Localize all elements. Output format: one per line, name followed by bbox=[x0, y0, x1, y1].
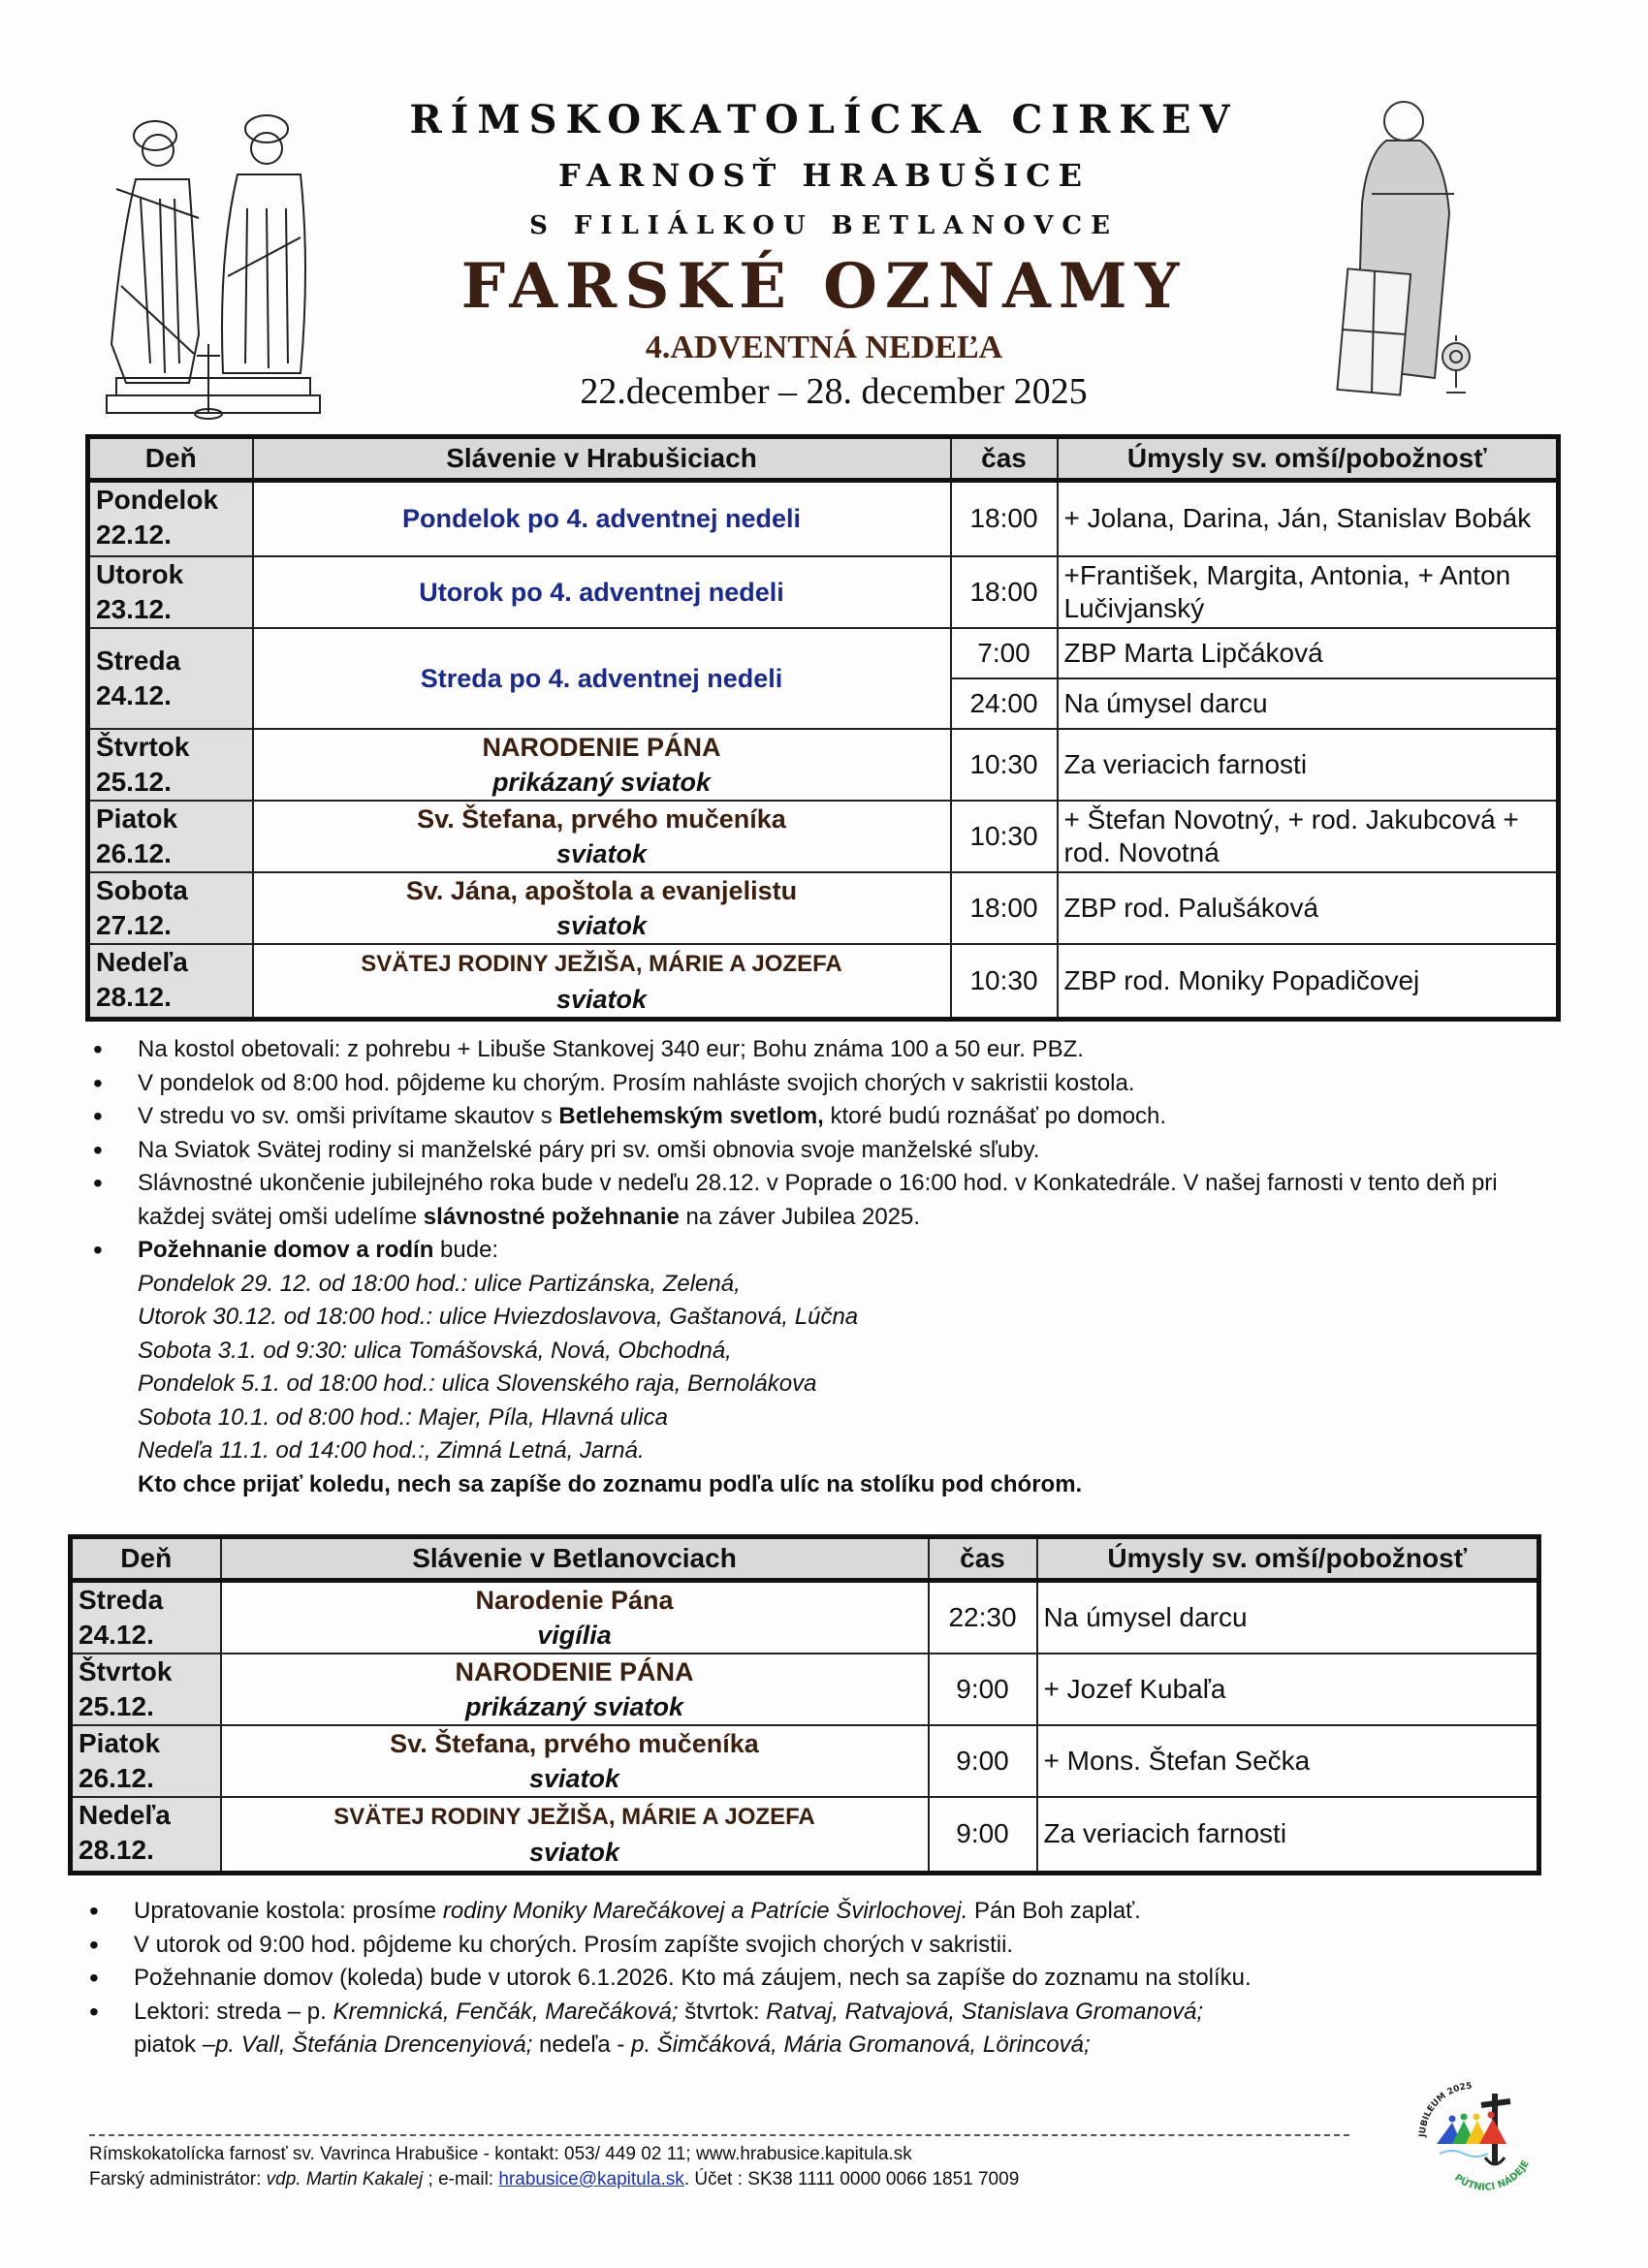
day-name: Piatok bbox=[96, 803, 178, 834]
day-date: 28.12. bbox=[96, 981, 172, 1012]
intention-cell: Na úmysel darcu bbox=[1058, 678, 1559, 729]
announcement-item: • V pondelok od 8:00 hod. pôjdeme ku chorým. Prosím nahláste svojich chorých v sakristii kostola. bbox=[89, 1067, 1563, 1101]
celebration-cell bbox=[253, 801, 951, 872]
table-row bbox=[88, 944, 1559, 1020]
intention-cell: ZBP rod. Palušáková bbox=[1058, 872, 1559, 944]
day-date: 27.12. bbox=[96, 909, 172, 940]
day-date: 28.12. bbox=[79, 1835, 154, 1865]
celebration-cell: Utorok po 4. adventnej nedeli bbox=[253, 556, 951, 628]
blessing-schedule-item: Sobota 3.1. od 9:30: ulica Tomášovská, Nová, Obchodná, bbox=[138, 1337, 732, 1364]
time-cell: 10:30 bbox=[951, 801, 1058, 872]
day-cell bbox=[88, 481, 253, 556]
announcement-item bbox=[85, 1895, 1559, 1929]
intention-cell: + Mons. Štefan Sečka bbox=[1037, 1725, 1539, 1797]
announcement-item: • Na kostol obetovali: z pohrebu + Libuše Stankovej 340 eur; Bohu známa 100 a 50 eur. PBZ. bbox=[89, 1033, 1563, 1067]
table-row bbox=[71, 1725, 1539, 1797]
intention-cell: +František, Margita, Antonia, + Anton Lučivjanský bbox=[1058, 556, 1559, 628]
celebration-cell: Pondelok po 4. adventnej nedeli bbox=[253, 481, 951, 556]
table-row bbox=[88, 556, 1559, 628]
day-cell bbox=[88, 801, 253, 872]
time-cell: 10:30 bbox=[951, 944, 1058, 1020]
text-segment: Lektori: streda – p. bbox=[134, 1998, 333, 2025]
celebration-title: Sv. Štefana, prvého mučeníka bbox=[417, 803, 786, 834]
announcement-item bbox=[89, 1167, 1563, 1234]
day-name: Sobota bbox=[96, 874, 188, 905]
celebration-cell bbox=[253, 944, 951, 1020]
celebration-rank: sviatok bbox=[528, 1764, 620, 1793]
day-cell bbox=[71, 1797, 221, 1873]
celebration-rank: sviatok bbox=[555, 838, 648, 868]
day-date: 24.12. bbox=[96, 679, 172, 710]
admin-name: vdp. Martin Kakalej bbox=[266, 2169, 424, 2189]
day-cell bbox=[88, 628, 253, 729]
footer-admin-line bbox=[89, 2167, 1019, 2192]
footer-divider bbox=[89, 2134, 1349, 2136]
col-header-intentions: Úmysly sv. omší/pobožnosť bbox=[1037, 1537, 1539, 1581]
day-cell bbox=[71, 1654, 221, 1725]
day-date: 25.12. bbox=[79, 1691, 154, 1721]
day-name: Nedeľa bbox=[96, 946, 188, 977]
col-header-day: Deň bbox=[71, 1537, 221, 1581]
time-cell: 22:30 bbox=[929, 1581, 1037, 1654]
announcement-item: • V utorok od 9:00 hod. pôjdeme ku chorých. Prosím zapíšte svojich chorých v sakristii. bbox=[85, 1929, 1559, 1963]
time-cell: 10:30 bbox=[951, 729, 1058, 801]
time-cell: 9:00 bbox=[929, 1654, 1037, 1725]
table-row bbox=[71, 1581, 1539, 1654]
text-segment: Upratovanie kostola: prosíme bbox=[134, 1898, 443, 1924]
text-italic: Kremnická, Fenčák, Marečáková; bbox=[333, 1998, 679, 2025]
blessing-schedule-item: Pondelok 29. 12. od 18:00 hod.: ulice Partizánska, Zelená, bbox=[138, 1270, 741, 1297]
jubilee-logo-icon bbox=[1406, 2064, 1551, 2200]
time-cell: 24:00 bbox=[951, 678, 1058, 729]
day-name: Utorok bbox=[96, 558, 184, 589]
day-date: 26.12. bbox=[96, 837, 172, 868]
celebration-title: SVÄTEJ RODINY JEŽIŠA, MÁRIE A JOZEFA bbox=[361, 950, 842, 977]
text-segment: bude: bbox=[433, 1237, 499, 1263]
day-date: 22.12. bbox=[96, 520, 172, 550]
celebration-title: SVÄTEJ RODINY JEŽIŠA, MÁRIE A JOZEFA bbox=[333, 1804, 815, 1831]
date-range: 22.december – 28. december 2025 bbox=[580, 371, 1088, 412]
time-cell: 9:00 bbox=[929, 1725, 1037, 1797]
email-link[interactable]: hrabusice@kapitula.sk bbox=[498, 2169, 684, 2189]
col-header-celebration: Slávenie v Betlanovciach bbox=[221, 1537, 929, 1581]
day-cell bbox=[88, 944, 253, 1020]
announcement-item bbox=[89, 1234, 1563, 1268]
celebration-cell bbox=[221, 1797, 929, 1873]
text-segment: Slávnostné ukončenie jubilejného roka bude v nedeľu 28.12. v Poprade o 16:00 hod. v Konkatedrále. V našej farnosti v tento deň pri každej svätej omši udelíme bbox=[138, 1170, 1498, 1230]
announcements-betlanovce bbox=[85, 1895, 1559, 2063]
intention-cell: + Jozef Kubaľa bbox=[1037, 1654, 1539, 1725]
celebration-cell: Streda po 4. adventnej nedeli bbox=[253, 628, 951, 729]
celebration-title: Sv. Jána, apoštola a evanjelistu bbox=[405, 875, 798, 905]
parish-name: FARNOSŤ HRABUŠICE bbox=[558, 157, 1090, 194]
celebration-rank: prikázaný sviatok bbox=[491, 767, 712, 797]
celebration-title: NARODENIE PÁNA bbox=[482, 732, 721, 762]
celebration-rank: prikázaný sviatok bbox=[464, 1692, 684, 1721]
announcement-item bbox=[85, 1996, 1559, 2063]
celebration-rank: sviatok bbox=[555, 910, 648, 940]
announcement-item: • Požehnanie domov (koleda) bude v utorok 6.1.2026. Kto má záujem, nech sa zapíše do zoznamu na stolíku. bbox=[85, 1962, 1559, 1996]
day-cell bbox=[88, 729, 253, 801]
col-header-intentions: Úmysly sv. omší/pobožnosť bbox=[1058, 437, 1559, 481]
day-cell bbox=[88, 872, 253, 944]
day-name: Streda bbox=[79, 1585, 164, 1615]
table-row bbox=[71, 1797, 1539, 1873]
text-italic: p. Šimčáková, Mária Gromanová, Lörincová; bbox=[631, 2032, 1091, 2058]
day-cell bbox=[71, 1725, 221, 1797]
announcement-item: • Na Sviatok Svätej rodiny si manželské páry pri sv. omši obnovia svoje manželské sľuby. bbox=[89, 1134, 1563, 1168]
day-name: Štvrtok bbox=[79, 1656, 173, 1686]
col-header-day: Deň bbox=[88, 437, 253, 481]
table-row bbox=[88, 481, 1559, 556]
col-header-time: čas bbox=[951, 437, 1058, 481]
time-cell: 18:00 bbox=[951, 872, 1058, 944]
day-name: Štvrtok bbox=[96, 731, 190, 762]
table-row bbox=[88, 628, 1559, 678]
text-italic: Ratvaj, Ratvajová, Stanislava Gromanová; bbox=[766, 1998, 1204, 2025]
logo-bottom-text: PÚTNICI NÁDEJE bbox=[1452, 2158, 1532, 2193]
footer bbox=[89, 2142, 1019, 2192]
col-header-celebration: Slávenie v Hrabušiciach bbox=[253, 437, 951, 481]
intention-cell: + Štefan Novotný, + rod. Jakubcová + rod. Novotná bbox=[1058, 801, 1559, 872]
day-date: 23.12. bbox=[96, 593, 172, 624]
announcement-item bbox=[89, 1100, 1563, 1134]
text-segment: štvrtok: bbox=[678, 1998, 767, 2025]
day-cell bbox=[71, 1581, 221, 1654]
celebration-cell bbox=[221, 1654, 929, 1725]
text-bold: Požehnanie domov a rodín bbox=[138, 1237, 434, 1263]
page-subtitle: 4.ADVENTNÁ NEDEĽA bbox=[645, 330, 1003, 365]
text-italic: rodiny Moniky Marečákovej a Patrície Švirlochovej. bbox=[442, 1898, 968, 1924]
celebration-title: NARODENIE PÁNA bbox=[455, 1657, 694, 1686]
bank-account: . Účet : SK38 1111 0000 0066 1851 7009 bbox=[683, 2169, 1020, 2189]
text-segment: na záver Jubilea 2025. bbox=[679, 1203, 921, 1230]
time-cell: 9:00 bbox=[929, 1797, 1037, 1873]
intention-cell: Na úmysel darcu bbox=[1037, 1581, 1539, 1654]
time-cell: 18:00 bbox=[951, 481, 1058, 556]
table-row bbox=[71, 1654, 1539, 1725]
table-row bbox=[88, 801, 1559, 872]
intention-cell: ZBP rod. Moniky Popadičovej bbox=[1058, 944, 1559, 1020]
day-cell bbox=[88, 556, 253, 628]
blessing-schedule-item: Pondelok 5.1. od 18:00 hod.: ulica Slovenského raja, Bernolákova bbox=[138, 1370, 817, 1397]
day-name: Streda bbox=[96, 645, 181, 676]
celebration-cell bbox=[253, 729, 951, 801]
table-row bbox=[88, 729, 1559, 801]
blessing-schedule-item: Utorok 30.12. od 18:00 hod.: ulice Hviezdoslavova, Gaštanová, Lúčna bbox=[138, 1304, 859, 1330]
day-name: Pondelok bbox=[96, 485, 219, 515]
celebration-rank: sviatok bbox=[528, 1838, 620, 1868]
time-cell: 18:00 bbox=[951, 556, 1058, 628]
celebration-title: Narodenie Pána bbox=[475, 1586, 674, 1615]
day-name: Piatok bbox=[79, 1728, 161, 1758]
celebration-rank: vigília bbox=[537, 1621, 612, 1650]
text-italic: p. Vall, Štefánia Drencenyiová; bbox=[215, 2032, 533, 2058]
text-segment: piatok – bbox=[134, 2032, 216, 2058]
intention-cell: ZBP Marta Lipčáková bbox=[1058, 628, 1559, 678]
intention-cell: + Jolana, Darina, Ján, Stanislav Bobák bbox=[1058, 481, 1559, 556]
celebration-cell bbox=[221, 1581, 929, 1654]
intention-cell: Za veriacich farnosti bbox=[1058, 729, 1559, 801]
filial-name: S FILIÁLKOU BETLANOVCE bbox=[529, 211, 1119, 240]
day-date: 24.12. bbox=[79, 1620, 154, 1650]
text-segment: V stredu vo sv. omši privítame skautov s bbox=[138, 1103, 559, 1129]
table-header-row bbox=[71, 1537, 1539, 1581]
celebration-rank: sviatok bbox=[555, 984, 648, 1014]
day-date: 25.12. bbox=[96, 766, 172, 797]
blessing-schedule-item: Nedeľa 11.1. od 14:00 hod.:, Zimná Letná, Jarná. bbox=[138, 1437, 645, 1464]
text-segment: ktoré budú roznášať po domoch. bbox=[823, 1103, 1167, 1129]
koleda-signup-note: Kto chce prijať koledu, nech sa zapíše do zoznamu podľa ulíc na stolíku pod chórom. bbox=[138, 1470, 1083, 1497]
intention-cell: Za veriacich farnosti bbox=[1037, 1797, 1539, 1873]
schedule-table-betlanovce bbox=[68, 1534, 1541, 1875]
logo-top-text: JUBILEUM 2025 bbox=[1417, 2081, 1473, 2138]
page-title: FARSKÉ OZNAMY bbox=[460, 250, 1188, 323]
text-segment: nedeľa - bbox=[532, 2032, 632, 2058]
text-bold: slávnostné požehnanie bbox=[423, 1203, 680, 1230]
day-date: 26.12. bbox=[79, 1763, 154, 1793]
email-label: ; e-mail: bbox=[423, 2169, 499, 2189]
celebration-cell bbox=[221, 1725, 929, 1797]
admin-label: Farský administrátor: bbox=[89, 2169, 267, 2189]
footer-contact: Rímskokatolícka farnosť sv. Vavrinca Hrabušice - kontakt: 053/ 449 02 11; www.hrabusice.kapitula.sk bbox=[89, 2144, 912, 2164]
table-row bbox=[88, 872, 1559, 944]
table-header-row bbox=[88, 437, 1559, 481]
celebration-title: Sv. Štefana, prvého mučeníka bbox=[390, 1729, 759, 1758]
time-cell: 7:00 bbox=[951, 628, 1058, 678]
col-header-time: čas bbox=[929, 1537, 1037, 1581]
blessing-schedule-item: Sobota 10.1. od 8:00 hod.: Majer, Píla, Hlavná ulica bbox=[138, 1403, 669, 1431]
celebration-cell bbox=[253, 872, 951, 944]
announcements-hrabusice bbox=[89, 1033, 1563, 1501]
schedule-table-hrabusice bbox=[85, 434, 1561, 1022]
day-name: Nedeľa bbox=[79, 1800, 171, 1830]
text-segment: Pán Boh zaplať. bbox=[967, 1898, 1141, 1924]
church-name: RÍMSKOKATOLÍCKA CIRKEV bbox=[409, 97, 1239, 142]
text-bold: Betlehemským svetlom, bbox=[558, 1103, 824, 1129]
